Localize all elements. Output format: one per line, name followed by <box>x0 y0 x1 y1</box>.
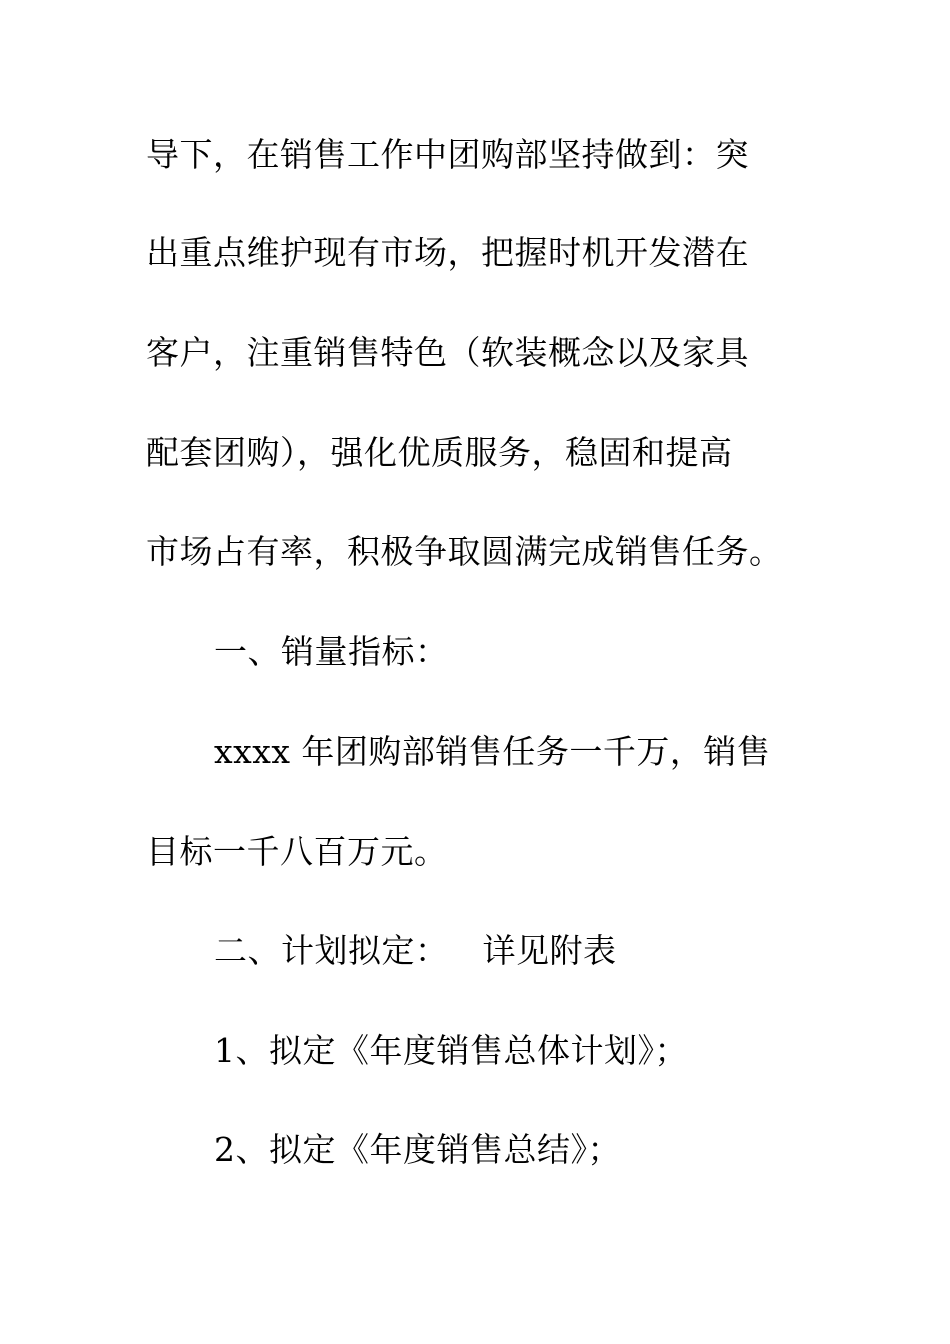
section-heading: 一、销量指标： <box>214 632 449 671</box>
paragraph-line: xxxx 年团购部销售任务一千万，销售 <box>214 732 771 771</box>
section-heading-row <box>214 931 894 971</box>
list-item: 1、拟定《年度销售总体计划》； <box>214 1031 688 1070</box>
section-heading: 二、计划拟定： <box>214 931 449 970</box>
paragraph-line: 客户，注重销售特色（软装概念以及家具 <box>146 333 749 372</box>
section-note: 详见附表 <box>482 931 617 970</box>
paragraph-line: 导下，在销售工作中团购部坚持做到：突 <box>146 135 749 174</box>
paragraph-line: 市场占有率，积极争取圆满完成销售任务。 <box>146 532 783 571</box>
list-item: 2、拟定《年度销售总结》； <box>214 1130 621 1169</box>
paragraph-line: 配套团购），强化优质服务，稳固和提高 <box>146 433 733 472</box>
paragraph-line: 目标一千八百万元。 <box>146 832 448 871</box>
paragraph-line: 出重点维护现有市场，把握时机开发潜在 <box>146 233 749 272</box>
